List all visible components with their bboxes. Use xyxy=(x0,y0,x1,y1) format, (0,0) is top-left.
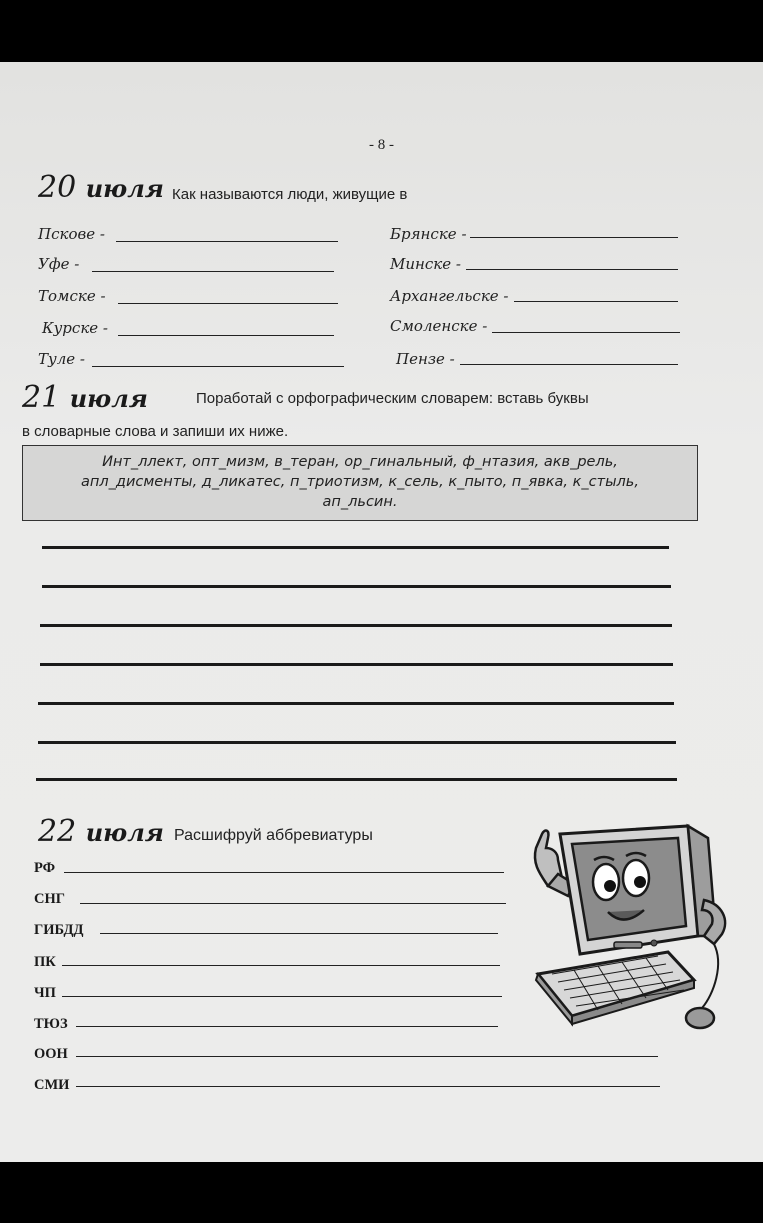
word-box xyxy=(22,445,698,521)
task-21-line2: в словарные слова и запиши их ниже. xyxy=(22,423,289,440)
page-number: - 8 - xyxy=(369,137,394,153)
answer-line[interactable] xyxy=(92,366,344,367)
right-pupil xyxy=(634,876,646,888)
abbreviation: ГИБДД xyxy=(34,922,84,938)
word-box-line: Инт_ллект, опт_мизм, в_теран, ор_гинальный, ф_нтазия, акв_рель, xyxy=(102,454,618,470)
word-box-line: ап_льсин. xyxy=(322,494,398,510)
abbreviation: СМИ xyxy=(34,1077,70,1093)
writing-line[interactable] xyxy=(38,741,676,744)
date-month: июля xyxy=(85,818,164,847)
abbreviation: ООН xyxy=(34,1046,68,1062)
writing-line[interactable] xyxy=(38,702,674,705)
answer-line[interactable] xyxy=(116,241,338,242)
computer-mascot-illustration xyxy=(518,804,733,1034)
answer-line[interactable] xyxy=(76,1026,498,1027)
answer-line[interactable] xyxy=(76,1056,658,1057)
city-label: Туле - xyxy=(38,350,85,368)
answer-line[interactable] xyxy=(64,872,504,873)
abbreviation: ПК xyxy=(34,954,56,970)
writing-line[interactable] xyxy=(42,585,671,588)
city-label: Курске - xyxy=(42,319,108,337)
bezel-button xyxy=(614,942,642,948)
workbook-page xyxy=(0,62,763,1162)
abbreviation: РФ xyxy=(34,860,56,876)
writing-line[interactable] xyxy=(42,546,669,549)
city-label: Минске - xyxy=(390,255,461,273)
answer-line[interactable] xyxy=(466,269,678,270)
date-month: июля xyxy=(85,174,164,203)
abbreviation: ТЮЗ xyxy=(34,1016,68,1032)
city-label: Архангельске - xyxy=(390,287,509,305)
date-day: 20 xyxy=(38,170,77,205)
task-21-line1: Поработай с орфографическим словарем: вставь буквы xyxy=(196,390,589,407)
date-day: 21 xyxy=(22,380,61,415)
word-box-line: апл_дисменты, д_ликатес, п_триотизм, к_сель, к_пыто, п_явка, к_стыль, xyxy=(81,474,639,490)
answer-line[interactable] xyxy=(492,332,680,333)
abbreviation: ЧП xyxy=(34,985,56,1001)
date-heading-21 xyxy=(22,380,148,415)
city-label: Пензе - xyxy=(396,350,455,368)
date-heading-22 xyxy=(38,814,164,849)
power-light xyxy=(651,940,657,946)
answer-line[interactable] xyxy=(118,335,334,336)
mouse xyxy=(686,1008,714,1028)
mouse-cable xyxy=(702,944,718,1008)
abbreviation: СНГ xyxy=(34,891,65,907)
city-label: Смоленске - xyxy=(390,317,488,335)
task-20: Как называются люди, живущие в xyxy=(172,186,408,203)
city-label: Уфе - xyxy=(38,255,80,273)
task-22: Расшифруй аббревиатуры xyxy=(174,827,373,844)
answer-line[interactable] xyxy=(62,965,500,966)
writing-line[interactable] xyxy=(36,778,677,781)
date-month: июля xyxy=(69,384,148,413)
left-pupil xyxy=(604,880,616,892)
city-label: Пскове - xyxy=(38,225,105,243)
answer-line[interactable] xyxy=(62,996,502,997)
date-day: 22 xyxy=(38,814,77,849)
answer-line[interactable] xyxy=(460,364,678,365)
answer-line[interactable] xyxy=(118,303,338,304)
answer-line[interactable] xyxy=(514,301,678,302)
city-label: Брянске - xyxy=(390,225,467,243)
answer-line[interactable] xyxy=(470,237,678,238)
date-heading-20 xyxy=(38,170,164,205)
answer-line[interactable] xyxy=(80,903,506,904)
answer-line[interactable] xyxy=(76,1086,660,1087)
writing-line[interactable] xyxy=(40,663,673,666)
writing-line[interactable] xyxy=(40,624,672,627)
city-label: Томске - xyxy=(38,287,106,305)
answer-line[interactable] xyxy=(92,271,334,272)
answer-line[interactable] xyxy=(100,933,498,934)
